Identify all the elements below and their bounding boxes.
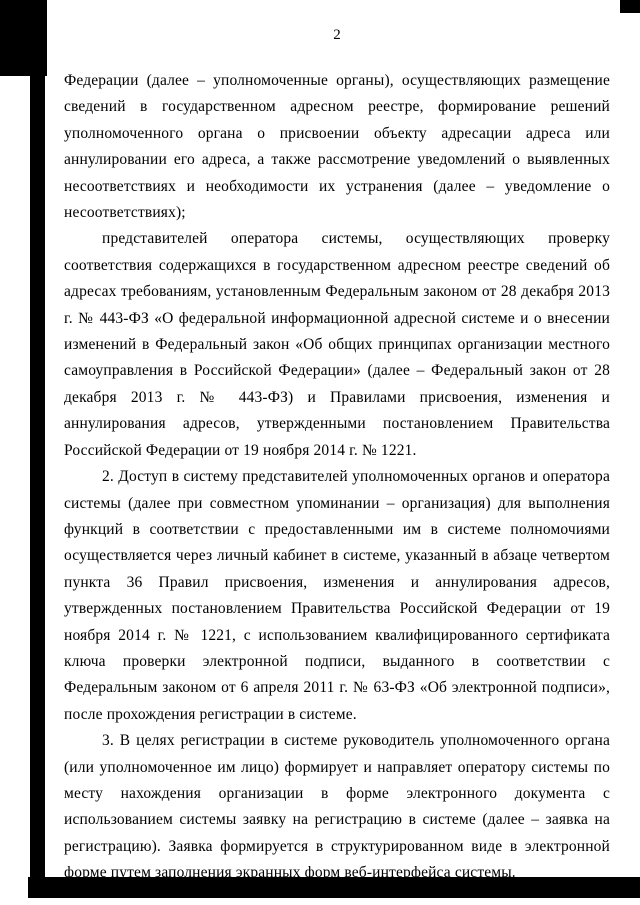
scan-artifact-top-right: [620, 0, 640, 13]
page-content: [64, 26, 610, 887]
scan-artifact-left-bar: [30, 0, 45, 897]
paragraph-item-2-system-access: 2. Доступ в систему представителей уполномоченных органов и оператора системы (далее при совместном упоминании – организация) для выполнения функций в соответствии с предоставленными им в системе полномочиями осуществляется через личный кабинет в системе, указанный в абзаце четвертом пункта 36 Правил присвоения, изменения и аннулирования адресов, утвержденных постановлением Правительства Российской Федерации от 19 ноября 2014 г. № 1221, с использованием квалифицированного сертификата ключа проверки электронной подписи, выданного в соответствии с Федеральным законом от 6 апреля 2011 г. № 63-ФЗ «Об электронной подписи», после прохождения регистрации в системе.: [64, 468, 610, 723]
paragraph-operator-representatives: представителей оператора системы, осуществляющих проверку соответствия содержащихся в государственном адресном реестре сведений об адресах требованиям, установленным Федеральным законом от 28 декабря 2013 г. № 443-ФЗ «О федеральной информационной адресной системе и о внесении изменений в Федеральный закон «Об общих принципах организации местного самоуправления в Российской Федерации» (далее – Федеральный закон от 28 декабря 2013 г. № 443-ФЗ) и Правилами присвоения, изменения и аннулирования адресов, утвержденными постановлением Правительства Российской Федерации от 19 ноября 2014 г. № 1221.: [64, 230, 610, 459]
paragraph-item-3-registration: 3. В целях регистрации в системе руководитель уполномоченного органа (или уполномоченное им лицо) формирует и направляет оператору системы по месту нахождения организации в форме электронного документа с использованием системы заявку на регистрацию в системе (далее – заявка на регистрацию). Заявка формируется в структурированном виде в электронной форме путем заполнения экранных форм веб-интерфейса системы.: [64, 732, 610, 882]
page-number: 2: [333, 27, 341, 43]
paragraph-continuation: Федерации (далее – уполномоченные органы), осуществляющих размещение сведений в государственном адресном реестре, формирование решений уполномоченного органа о присвоении объекту адресации адреса или аннулировании его адреса, а также рассмотрение уведомлений о выявленных несоответствиях и необходимости их устранения (далее – уведомление о несоответствиях);: [64, 72, 610, 222]
